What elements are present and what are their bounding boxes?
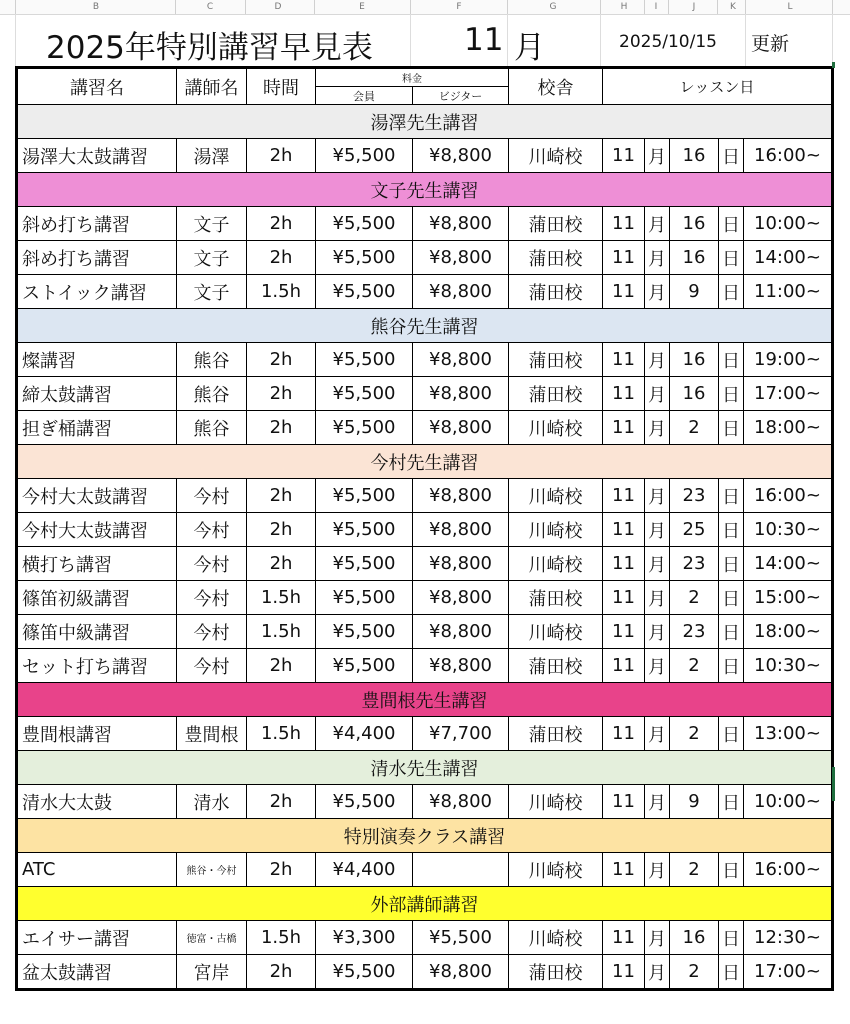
- start-time-cell[interactable]: 10:00~: [744, 785, 833, 819]
- day-cell[interactable]: 23: [670, 479, 719, 513]
- course-name-cell[interactable]: 締太鼓講習: [17, 377, 177, 411]
- month-cell[interactable]: 11: [603, 649, 645, 683]
- month-unit-cell[interactable]: 月: [645, 785, 670, 819]
- table-row: [17, 921, 833, 955]
- table-row: [17, 717, 833, 751]
- visitor-fee-cell[interactable]: ¥8,800: [413, 275, 509, 309]
- month-unit-cell[interactable]: 月: [645, 717, 670, 751]
- sheet-title: 2025年特別講習早見表: [46, 30, 373, 66]
- table-row: [17, 853, 833, 887]
- column-letter[interactable]: F: [456, 2, 462, 12]
- month-unit-cell[interactable]: 月: [645, 207, 670, 241]
- table-row: [17, 479, 833, 513]
- section-title[interactable]: 清水先生講習: [17, 751, 833, 785]
- day-cell[interactable]: 2: [670, 955, 719, 990]
- member-fee-cell[interactable]: ¥5,500: [316, 343, 413, 377]
- start-time-cell[interactable]: 15:00~: [744, 581, 833, 615]
- member-fee-cell[interactable]: ¥5,500: [316, 275, 413, 309]
- member-fee-cell[interactable]: ¥5,500: [316, 581, 413, 615]
- teacher-cell[interactable]: 熊谷: [177, 343, 247, 377]
- teacher-cell[interactable]: 今村: [177, 479, 247, 513]
- day-unit-cell[interactable]: 日: [719, 955, 744, 990]
- time-cell[interactable]: 2h: [247, 547, 316, 581]
- day-cell[interactable]: 16: [670, 921, 719, 955]
- start-time-cell[interactable]: 10:30~: [744, 513, 833, 547]
- section-header-row: [17, 173, 833, 207]
- day-unit-cell[interactable]: 日: [719, 853, 744, 887]
- visitor-fee-cell[interactable]: ¥5,500: [413, 921, 509, 955]
- start-time-cell[interactable]: 17:00~: [744, 955, 833, 990]
- column-letter[interactable]: K: [730, 2, 736, 12]
- time-cell[interactable]: 2h: [247, 513, 316, 547]
- time-cell[interactable]: 1.5h: [247, 581, 316, 615]
- course-name-cell[interactable]: セット打ち講習: [17, 649, 177, 683]
- member-fee-cell[interactable]: ¥3,300: [316, 921, 413, 955]
- section-header-row: [17, 751, 833, 785]
- month-unit-cell[interactable]: 月: [645, 377, 670, 411]
- school-cell[interactable]: 蒲田校: [509, 207, 603, 241]
- month-number: 11: [464, 22, 504, 58]
- start-time-cell[interactable]: 11:00~: [744, 275, 833, 309]
- course-name-cell[interactable]: 斜め打ち講習: [17, 207, 177, 241]
- time-cell[interactable]: 1.5h: [247, 921, 316, 955]
- start-time-cell[interactable]: 10:00~: [744, 207, 833, 241]
- start-time-cell[interactable]: 16:00~: [744, 853, 833, 887]
- course-name-cell[interactable]: 今村大太鼓講習: [17, 479, 177, 513]
- section-header-row: [17, 445, 833, 479]
- member-fee-cell[interactable]: ¥5,500: [316, 513, 413, 547]
- table-row: [17, 547, 833, 581]
- month-cell[interactable]: 11: [603, 853, 645, 887]
- start-time-cell[interactable]: 19:00~: [744, 343, 833, 377]
- start-time-cell[interactable]: 18:00~: [744, 615, 833, 649]
- school-cell[interactable]: 川崎校: [509, 785, 603, 819]
- time-cell[interactable]: 2h: [247, 139, 316, 173]
- school-cell[interactable]: 川崎校: [509, 411, 603, 445]
- member-fee-cell[interactable]: ¥4,400: [316, 853, 413, 887]
- school-cell[interactable]: 蒲田校: [509, 343, 603, 377]
- day-unit-cell[interactable]: 日: [719, 513, 744, 547]
- table-row: [17, 377, 833, 411]
- table-row: [17, 649, 833, 683]
- start-time-cell[interactable]: 17:00~: [744, 377, 833, 411]
- day-unit-cell[interactable]: 日: [719, 241, 744, 275]
- start-time-cell[interactable]: 14:00~: [744, 241, 833, 275]
- column-letter[interactable]: B: [92, 2, 100, 12]
- column-letter[interactable]: G: [549, 2, 557, 12]
- member-fee-cell[interactable]: ¥4,400: [316, 717, 413, 751]
- course-name-cell[interactable]: エイサー講習: [17, 921, 177, 955]
- member-fee-cell[interactable]: ¥5,500: [316, 377, 413, 411]
- column-letter[interactable]: E: [359, 2, 365, 12]
- day-unit-cell[interactable]: 日: [719, 615, 744, 649]
- day-cell[interactable]: 9: [670, 275, 719, 309]
- visitor-fee-cell[interactable]: ¥8,800: [413, 581, 509, 615]
- teacher-cell[interactable]: 熊谷: [177, 377, 247, 411]
- month-unit-cell[interactable]: 月: [645, 649, 670, 683]
- teacher-cell[interactable]: 今村: [177, 547, 247, 581]
- teacher-cell[interactable]: 清水: [177, 785, 247, 819]
- course-name-cell[interactable]: 清水大太鼓: [17, 785, 177, 819]
- school-cell[interactable]: 蒲田校: [509, 717, 603, 751]
- school-cell[interactable]: 蒲田校: [509, 377, 603, 411]
- day-unit-cell[interactable]: 日: [719, 207, 744, 241]
- table-row: [17, 513, 833, 547]
- teacher-cell[interactable]: 熊谷: [177, 411, 247, 445]
- visitor-fee-cell[interactable]: ¥8,800: [413, 615, 509, 649]
- course-name-cell[interactable]: 担ぎ桶講習: [17, 411, 177, 445]
- section-header-row: [17, 105, 833, 139]
- header-time: 時間: [247, 68, 316, 105]
- time-cell[interactable]: 2h: [247, 649, 316, 683]
- time-cell[interactable]: 2h: [247, 377, 316, 411]
- member-fee-cell[interactable]: ¥5,500: [316, 241, 413, 275]
- month-cell[interactable]: 11: [603, 547, 645, 581]
- day-unit-cell[interactable]: 日: [719, 275, 744, 309]
- school-cell[interactable]: 川崎校: [509, 139, 603, 173]
- school-cell[interactable]: 川崎校: [509, 547, 603, 581]
- time-cell[interactable]: 2h: [247, 207, 316, 241]
- section-title[interactable]: 文子先生講習: [17, 173, 833, 207]
- day-unit-cell[interactable]: 日: [719, 581, 744, 615]
- table-row: [17, 139, 833, 173]
- member-fee-cell[interactable]: ¥5,500: [316, 139, 413, 173]
- table-row: [17, 241, 833, 275]
- day-cell[interactable]: 25: [670, 513, 719, 547]
- visitor-fee-cell[interactable]: ¥8,800: [413, 139, 509, 173]
- day-unit-cell[interactable]: 日: [719, 649, 744, 683]
- time-cell[interactable]: 1.5h: [247, 615, 316, 649]
- teacher-cell[interactable]: 今村: [177, 513, 247, 547]
- column-letter[interactable]: D: [274, 2, 282, 12]
- school-cell[interactable]: 川崎校: [509, 853, 603, 887]
- table-row: [17, 785, 833, 819]
- month-cell[interactable]: 11: [603, 411, 645, 445]
- school-cell[interactable]: 蒲田校: [509, 581, 603, 615]
- month-cell[interactable]: 11: [603, 139, 645, 173]
- table-row: [17, 581, 833, 615]
- visitor-fee-cell[interactable]: ¥8,800: [413, 955, 509, 990]
- school-cell[interactable]: 川崎校: [509, 513, 603, 547]
- column-letter[interactable]: C: [206, 2, 214, 12]
- day-cell[interactable]: 2: [670, 411, 719, 445]
- day-cell[interactable]: 2: [670, 717, 719, 751]
- month-unit-cell[interactable]: 月: [645, 513, 670, 547]
- start-time-cell[interactable]: 14:00~: [744, 547, 833, 581]
- time-cell[interactable]: 2h: [247, 955, 316, 990]
- month-cell[interactable]: 11: [603, 955, 645, 990]
- visitor-fee-cell[interactable]: ¥8,800: [413, 241, 509, 275]
- selection-edge-top: [832, 62, 835, 68]
- time-cell[interactable]: 2h: [247, 853, 316, 887]
- table-row: [17, 411, 833, 445]
- month-unit-cell[interactable]: 月: [645, 241, 670, 275]
- time-cell[interactable]: 1.5h: [247, 717, 316, 751]
- section-title[interactable]: 熊谷先生講習: [17, 309, 833, 343]
- day-unit-cell[interactable]: 日: [719, 785, 744, 819]
- start-time-cell[interactable]: 13:00~: [744, 717, 833, 751]
- month-cell[interactable]: 11: [603, 581, 645, 615]
- day-cell[interactable]: 2: [670, 853, 719, 887]
- teacher-cell[interactable]: 宮岸: [177, 955, 247, 990]
- header-school: 校舎: [509, 68, 603, 105]
- header-fee: 料金: [316, 68, 509, 87]
- school-cell[interactable]: 川崎校: [509, 921, 603, 955]
- visitor-fee-cell[interactable]: ¥8,800: [413, 343, 509, 377]
- month-unit-cell[interactable]: 月: [645, 581, 670, 615]
- section-title[interactable]: 特別演奏クラス講習: [17, 819, 833, 853]
- day-cell[interactable]: 16: [670, 207, 719, 241]
- column-header-bar: [0, 0, 850, 15]
- schedule-table: [15, 66, 834, 991]
- school-cell[interactable]: 蒲田校: [509, 275, 603, 309]
- section-title[interactable]: 今村先生講習: [17, 445, 833, 479]
- course-name-cell[interactable]: 篠笛中級講習: [17, 615, 177, 649]
- member-fee-cell[interactable]: ¥5,500: [316, 479, 413, 513]
- header-row: [17, 68, 833, 87]
- day-unit-cell[interactable]: 日: [719, 139, 744, 173]
- member-fee-cell[interactable]: ¥5,500: [316, 955, 413, 990]
- start-time-cell[interactable]: 12:30~: [744, 921, 833, 955]
- teacher-cell[interactable]: 今村: [177, 649, 247, 683]
- day-cell[interactable]: 16: [670, 377, 719, 411]
- teacher-cell[interactable]: 湯澤: [177, 139, 247, 173]
- table-row: [17, 615, 833, 649]
- school-cell[interactable]: 蒲田校: [509, 955, 603, 990]
- course-name-cell[interactable]: 盆太鼓講習: [17, 955, 177, 990]
- visitor-fee-cell[interactable]: ¥8,800: [413, 547, 509, 581]
- month-cell[interactable]: 11: [603, 513, 645, 547]
- month-unit-cell[interactable]: 月: [645, 343, 670, 377]
- header-teacher: 講師名: [177, 68, 247, 105]
- time-cell[interactable]: 2h: [247, 479, 316, 513]
- section-title[interactable]: 湯澤先生講習: [17, 105, 833, 139]
- table-row: [17, 207, 833, 241]
- header-lesson-day: レッスン日: [603, 68, 833, 105]
- month-cell[interactable]: 11: [603, 615, 645, 649]
- time-cell[interactable]: 2h: [247, 343, 316, 377]
- header-course: 講習名: [17, 68, 177, 105]
- start-time-cell[interactable]: 16:00~: [744, 479, 833, 513]
- selection-edge: [832, 767, 835, 801]
- header-visitor: ビジター: [413, 87, 509, 105]
- visitor-fee-cell[interactable]: ¥8,800: [413, 377, 509, 411]
- member-fee-cell[interactable]: ¥5,500: [316, 649, 413, 683]
- visitor-fee-cell[interactable]: [413, 853, 509, 887]
- section-header-row: [17, 683, 833, 717]
- month-cell[interactable]: 11: [603, 717, 645, 751]
- teacher-cell[interactable]: 今村: [177, 615, 247, 649]
- course-name-cell[interactable]: 今村大太鼓講習: [17, 513, 177, 547]
- teacher-cell[interactable]: 豊間根: [177, 717, 247, 751]
- month-unit-cell[interactable]: 月: [645, 479, 670, 513]
- month-cell[interactable]: 11: [603, 921, 645, 955]
- start-time-cell[interactable]: 16:00~: [744, 139, 833, 173]
- table-row: [17, 343, 833, 377]
- course-name-cell[interactable]: 湯澤大太鼓講習: [17, 139, 177, 173]
- day-cell[interactable]: 2: [670, 581, 719, 615]
- visitor-fee-cell[interactable]: ¥8,800: [413, 479, 509, 513]
- teacher-cell[interactable]: 文子: [177, 275, 247, 309]
- header-member: 会員: [316, 87, 413, 105]
- update-label: 更新: [751, 33, 790, 55]
- start-time-cell[interactable]: 18:00~: [744, 411, 833, 445]
- visitor-fee-cell[interactable]: ¥8,800: [413, 513, 509, 547]
- day-unit-cell[interactable]: 日: [719, 411, 744, 445]
- month-unit: 月: [514, 30, 545, 66]
- course-name-cell[interactable]: ストイック講習: [17, 275, 177, 309]
- time-cell[interactable]: 2h: [247, 411, 316, 445]
- time-cell[interactable]: 1.5h: [247, 275, 316, 309]
- update-date: 2025/10/15: [619, 32, 717, 52]
- course-name-cell[interactable]: 豊間根講習: [17, 717, 177, 751]
- title-row: [0, 14, 850, 66]
- month-cell[interactable]: 11: [603, 241, 645, 275]
- teacher-cell[interactable]: 今村: [177, 581, 247, 615]
- column-letter[interactable]: H: [620, 2, 628, 12]
- section-header-row: [17, 887, 833, 921]
- school-cell[interactable]: 川崎校: [509, 615, 603, 649]
- month-unit-cell[interactable]: 月: [645, 139, 670, 173]
- section-title[interactable]: 豊間根先生講習: [17, 683, 833, 717]
- visitor-fee-cell[interactable]: ¥8,800: [413, 785, 509, 819]
- teacher-cell[interactable]: 徳富・古橋: [177, 921, 247, 955]
- month-cell[interactable]: 11: [603, 275, 645, 309]
- day-unit-cell[interactable]: 日: [719, 547, 744, 581]
- teacher-cell[interactable]: 文子: [177, 207, 247, 241]
- time-cell[interactable]: 2h: [247, 241, 316, 275]
- day-cell[interactable]: 9: [670, 785, 719, 819]
- day-unit-cell[interactable]: 日: [719, 921, 744, 955]
- day-unit-cell[interactable]: 日: [719, 343, 744, 377]
- month-unit-cell[interactable]: 月: [645, 615, 670, 649]
- school-cell[interactable]: 川崎校: [509, 479, 603, 513]
- section-title[interactable]: 外部講師講習: [17, 887, 833, 921]
- visitor-fee-cell[interactable]: ¥8,800: [413, 649, 509, 683]
- month-unit-cell[interactable]: 月: [645, 547, 670, 581]
- day-unit-cell[interactable]: 日: [719, 377, 744, 411]
- month-cell[interactable]: 11: [603, 377, 645, 411]
- section-header-row: [17, 819, 833, 853]
- month-unit-cell[interactable]: 月: [645, 955, 670, 990]
- table-row: [17, 955, 833, 990]
- month-unit-cell[interactable]: 月: [645, 411, 670, 445]
- day-cell[interactable]: 2: [670, 649, 719, 683]
- month-cell[interactable]: 11: [603, 479, 645, 513]
- day-cell[interactable]: 16: [670, 241, 719, 275]
- month-unit-cell[interactable]: 月: [645, 275, 670, 309]
- member-fee-cell[interactable]: ¥5,500: [316, 207, 413, 241]
- teacher-cell[interactable]: 熊谷・今村: [177, 853, 247, 887]
- month-unit-cell[interactable]: 月: [645, 921, 670, 955]
- month-cell[interactable]: 11: [603, 343, 645, 377]
- column-letter[interactable]: J: [692, 2, 696, 12]
- start-time-cell[interactable]: 10:30~: [744, 649, 833, 683]
- month-cell[interactable]: 11: [603, 207, 645, 241]
- course-name-cell[interactable]: 斜め打ち講習: [17, 241, 177, 275]
- month-cell[interactable]: 11: [603, 785, 645, 819]
- day-cell[interactable]: 16: [670, 343, 719, 377]
- table-row: [17, 275, 833, 309]
- day-cell[interactable]: 16: [670, 139, 719, 173]
- visitor-fee-cell[interactable]: ¥7,700: [413, 717, 509, 751]
- school-cell[interactable]: 蒲田校: [509, 241, 603, 275]
- month-unit-cell[interactable]: 月: [645, 853, 670, 887]
- teacher-cell[interactable]: 文子: [177, 241, 247, 275]
- course-name-cell[interactable]: ATC: [17, 853, 177, 887]
- course-name-cell[interactable]: 燦講習: [17, 343, 177, 377]
- course-name-cell[interactable]: 横打ち講習: [17, 547, 177, 581]
- school-cell[interactable]: 蒲田校: [509, 649, 603, 683]
- member-fee-cell[interactable]: ¥5,500: [316, 411, 413, 445]
- day-cell[interactable]: 23: [670, 547, 719, 581]
- section-header-row: [17, 309, 833, 343]
- member-fee-cell[interactable]: ¥5,500: [316, 615, 413, 649]
- day-unit-cell[interactable]: 日: [719, 479, 744, 513]
- member-fee-cell[interactable]: ¥5,500: [316, 785, 413, 819]
- visitor-fee-cell[interactable]: ¥8,800: [413, 411, 509, 445]
- visitor-fee-cell[interactable]: ¥8,800: [413, 207, 509, 241]
- time-cell[interactable]: 2h: [247, 785, 316, 819]
- column-letter[interactable]: I: [654, 2, 658, 12]
- course-name-cell[interactable]: 篠笛初級講習: [17, 581, 177, 615]
- column-letter[interactable]: L: [787, 2, 793, 12]
- member-fee-cell[interactable]: ¥5,500: [316, 547, 413, 581]
- day-unit-cell[interactable]: 日: [719, 717, 744, 751]
- day-cell[interactable]: 23: [670, 615, 719, 649]
